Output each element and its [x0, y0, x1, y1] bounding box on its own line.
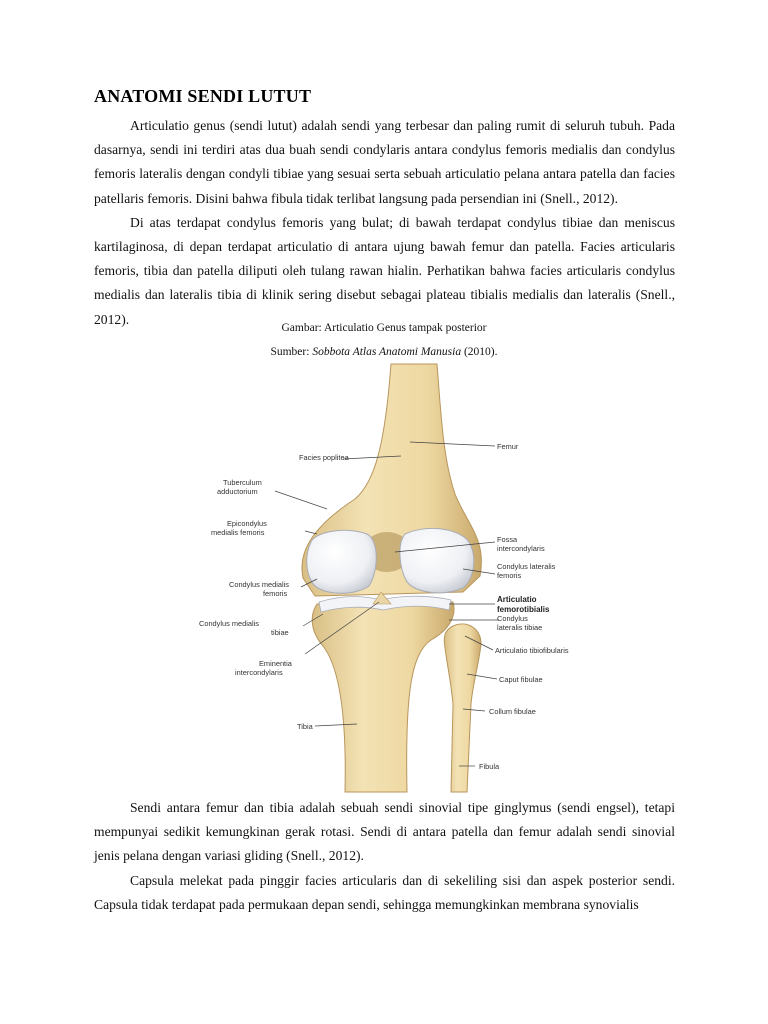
- label-eminentia-1: Eminentia: [259, 659, 292, 668]
- label-condylus-lateralis-tibiae-1: Condylus: [497, 614, 528, 623]
- label-femur: Femur: [497, 442, 519, 451]
- label-articulatio-femorotibialis-1: Articulatio: [497, 595, 537, 604]
- label-tuberculum-adductorium-1: Tuberculum: [223, 478, 262, 487]
- label-articulatio-tibiofibularis: Articulatio tibiofibularis: [495, 646, 569, 655]
- label-tibia: Tibia: [297, 722, 313, 731]
- lateral-condyle-cartilage: [400, 528, 474, 592]
- label-condylus-medialis-tibiae-1: Condylus medialis: [199, 619, 259, 628]
- source-title: Sobbota Atlas Anatomi Manusia: [312, 346, 462, 358]
- paragraph: Sendi antara femur dan tibia adalah sebuah sendi sinovial tipe ginglymus (sendi engsel), tetapi mempunyai sedikit kemungkinan gerak rotasi. Sendi di antara patella dan femur adalah sendi sinovial jenis pelana dengan variasi gliding (Snell., 2012).: [94, 800, 675, 864]
- label-epicondylus-2: medialis femoris: [211, 528, 265, 537]
- source-suffix: (2010).: [461, 346, 498, 358]
- label-fossa-2: intercondylaris: [497, 544, 545, 553]
- body-text-block: [94, 796, 675, 917]
- figure-caption: Gambar: Articulatio Genus tampak posterior: [281, 322, 487, 334]
- medial-condyle-cartilage: [307, 530, 377, 593]
- label-collum-fibulae: Collum fibulae: [489, 707, 536, 716]
- intro-text-block: [94, 114, 675, 332]
- label-fossa-1: Fossa: [497, 535, 518, 544]
- label-condylus-lateralis-femoris-1: Condylus lateralis: [497, 562, 556, 571]
- paragraph: Capsula melekat pada pinggir facies articularis dan di sekeliling sisi dan aspek posterior sendi. Capsula tidak terdapat pada permukaan depan sendi, sehingga memungkinkan membrana synovialis: [94, 872, 675, 912]
- paragraph: Di atas terdapat condylus femoris yang bulat; di bawah terdapat condylus tibiae dan meniscus kartilaginosa, di depan terdapat articulatio di antara ujung bawah femur dan patella. Facies articularis femoris, tibia dan patella diliputi oleh tulang rawan hialin. Perhatikan bahwa facies articularis condylus medialis dan lateralis tibia di klinik sering disebut sebagai plateau tibialis medialis dan lateralis (Snell., 2012).: [94, 214, 675, 327]
- label-condylus-medialis-femoris-2: femoris: [263, 589, 288, 598]
- label-condylus-medialis-femoris-1: Condylus medialis: [229, 580, 289, 589]
- label-condylus-lateralis-tibiae-2: lateralis tibiae: [497, 623, 543, 632]
- label-facies-poplitea: Facies poplitea: [299, 453, 349, 462]
- paragraph: Articulatio genus (sendi lutut) adalah sendi yang terbesar dan paling rumit di seluruh tubuh. Pada dasarnya, sendi ini terdiri atas dua buah sendi condylaris antara condylus femoris medialis dan condylus femoris lateralis dengan condyli tibiae yang sesuai serta sebuah articulatio pelana antara patella dan facies patellaris femoris. Disini bahwa fibula tidak terlibat langsung pada persendian ini (Snell., 2012).: [94, 118, 675, 206]
- label-tuberculum-adductorium-2: adductorium: [217, 487, 258, 496]
- label-fibula: Fibula: [479, 762, 500, 771]
- label-condylus-lateralis-femoris-2: femoris: [497, 571, 522, 580]
- label-articulatio-femorotibialis-2: femorotibialis: [497, 605, 550, 614]
- page-title: ANATOMI SENDI LUTUT: [94, 86, 312, 106]
- figure-source: [0, 346, 768, 358]
- label-epicondylus-1: Epicondylus: [227, 519, 267, 528]
- tibia-bone: [312, 602, 454, 792]
- label-caput-fibulae: Caput fibulae: [499, 675, 543, 684]
- knee-joint-illustration: [199, 364, 569, 792]
- label-eminentia-2: intercondylaris: [235, 668, 283, 677]
- fibula-bone: [444, 624, 481, 792]
- label-condylus-medialis-tibiae-2: tibiae: [271, 628, 289, 637]
- source-prefix: Sumber:: [270, 346, 313, 358]
